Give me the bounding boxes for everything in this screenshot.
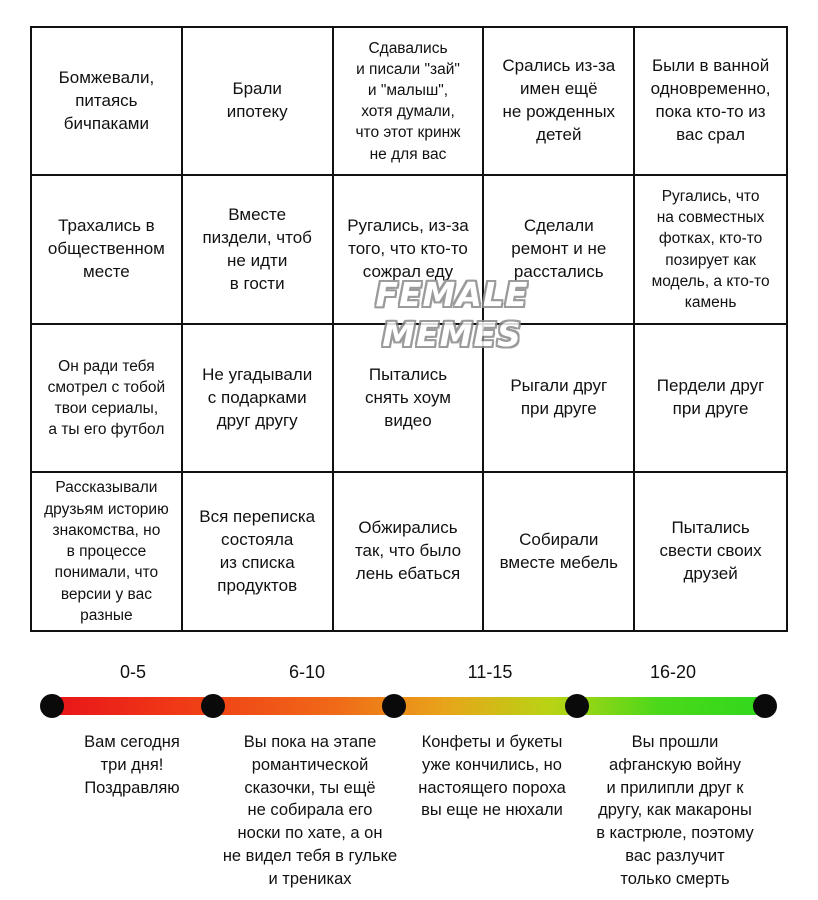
bingo-cell: Он ради тебя смотрел с тобой твои сериалы, а ты его футбол (32, 325, 183, 473)
range-label: 16-20 (649, 662, 697, 682)
bingo-cell: Пытались свести своих друзей (659, 518, 762, 584)
scale-dot (382, 694, 406, 718)
range-label: 0-5 (119, 662, 146, 682)
range-label: 11-15 (467, 662, 513, 682)
bingo-cell: Ругались, из-за того, что кто-то сожрал еду (334, 176, 485, 324)
bingo-cell: Вместе пиздели, чтоб не идти в гости (183, 176, 334, 324)
bingo-cell: Рассказывали друзьям историю знакомства, но в процессе понимали, что версии у вас разные (32, 473, 183, 630)
bingo-cell: Срались из-за имен ещё не рожденных детей (484, 28, 635, 176)
bingo-cell: Вся переписка состояла из списка продуктов (183, 473, 334, 630)
score-description: Вы пока на этапе романтической сказочки, ты ещё не собирала его носки по хате, а он не видел тебя в гульке и трениках (222, 733, 398, 888)
scale-dot (40, 694, 64, 718)
watermark-line: MEMES (382, 315, 522, 354)
bingo-cell: Пытались снять хоум видео (334, 325, 485, 473)
watermark-line: FEMALE (375, 275, 529, 314)
bingo-cell: Собирали вместе мебель (484, 473, 635, 630)
bingo-cell: Не угадывали с подарками друг другу (183, 325, 334, 473)
bingo-cell: Рыгали друг при друге (484, 325, 635, 473)
range-label: 6-10 (288, 662, 326, 682)
bingo-cell: Бомжевали, питаясь бичпаками (32, 28, 183, 176)
score-description: Конфеты и букеты уже кончились, но настоящего пороха вы еще не нюхали (418, 733, 566, 820)
gradient-scale-bar (52, 697, 765, 715)
bingo-cell: Были в ванной одновременно, пока кто-то из вас срал (635, 28, 786, 176)
scale-dot (753, 694, 777, 718)
scale-dot (565, 694, 589, 718)
bingo-grid (30, 26, 788, 632)
score-description: Вам сегодня три дня! Поздравляю (84, 733, 180, 797)
bingo-cell: Сдавались и писали "зай" и "малыш", хотя думали, что этот кринж не для вас (334, 28, 485, 176)
bingo-cell: Сделали ремонт и не расстались (484, 176, 635, 324)
score-description: Вы прошли афганскую войну и прилипли друг к другу, как макароны в кастрюле, поэтому вас разлучит только смерть (596, 733, 754, 888)
bingo-cell: Пердели друг при друге (635, 325, 786, 473)
bingo-cell: Брали ипотеку (183, 28, 334, 176)
bingo-cell: Ругались, что на совместных фотках, кто-то позирует как модель, а кто-то камень (635, 176, 786, 324)
bingo-cell: Трахались в общественном месте (32, 176, 183, 324)
bingo-cell: Обжирались так, что было лень ебаться (334, 473, 485, 630)
scale-dot (201, 694, 225, 718)
